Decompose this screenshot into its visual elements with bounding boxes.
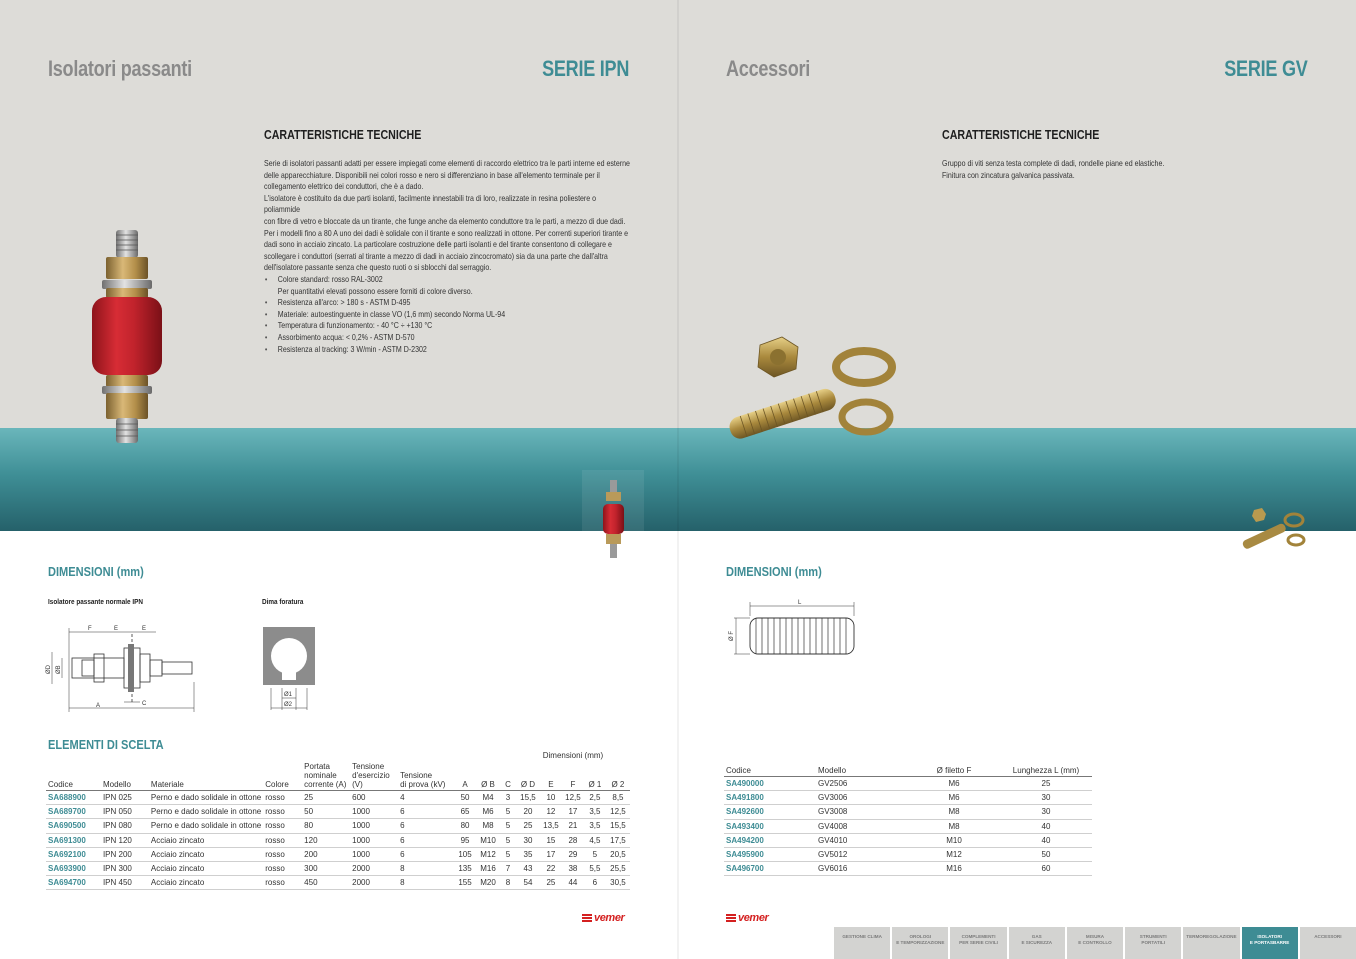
cell-filetto: M12 bbox=[908, 847, 1000, 861]
product-code[interactable]: SA692100 bbox=[46, 847, 101, 861]
right-dimensions-title: DIMENSIONI (mm) bbox=[726, 564, 822, 579]
left-page-title: Isolatori passanti bbox=[48, 56, 192, 81]
drawing-label-dima: Dima foratura bbox=[262, 597, 304, 606]
cell-tensione_pr: 8 bbox=[398, 876, 454, 890]
cell-d1: 6 bbox=[584, 876, 606, 890]
cell-b: M20 bbox=[476, 876, 500, 890]
cell-d1: 5,5 bbox=[584, 861, 606, 875]
paragraph-line: Serie di isolatori passanti adatti per essere impiegati come elementi di raccordo elettrico tra le parti interne ed esterne bbox=[264, 159, 630, 168]
cell-b: M10 bbox=[476, 833, 500, 847]
tab-label-line1: GAS bbox=[1031, 934, 1042, 939]
cell-materiale: Acciaio zincato bbox=[149, 861, 263, 875]
right-tech-heading: CARATTERISTICHE TECNICHE bbox=[942, 127, 1100, 142]
cell-b: M6 bbox=[476, 805, 500, 819]
cell-portata: 25 bbox=[302, 791, 350, 805]
feature-item: • Resistenza all'arco: > 180 s - ASTM D-495 bbox=[264, 297, 634, 309]
cell-d: 20 bbox=[516, 805, 540, 819]
cell-d2: 12,5 bbox=[606, 805, 630, 819]
cell-f: 21 bbox=[562, 819, 584, 833]
tab-label-line1: TERMOREGOLAZIONE bbox=[1186, 934, 1237, 939]
cell-filetto: M6 bbox=[908, 777, 1000, 791]
feature-item: • Resistenza al tracking: 3 W/min - ASTM D-2302 bbox=[264, 344, 634, 356]
cell-modello: IPN 080 bbox=[101, 819, 149, 833]
cell-modello: GV2506 bbox=[816, 777, 908, 791]
table-row bbox=[46, 819, 630, 833]
cell-filetto: M6 bbox=[908, 791, 1000, 805]
cell-f: 12,5 bbox=[562, 791, 584, 805]
cell-filetto: M10 bbox=[908, 833, 1000, 847]
section-tab[interactable] bbox=[1125, 927, 1181, 959]
th-portata: Portata nominale corrente (A) bbox=[302, 762, 350, 791]
dim-group-header: Dimensioni (mm) bbox=[542, 751, 604, 760]
selection-title: ELEMENTI DI SCELTA bbox=[48, 737, 164, 752]
paragraph-line: delle apparecchiature. Disponibili nei colori rosso e nero si differenziano in base all'elemento terminale per il bbox=[264, 170, 600, 180]
tab-label-line1: COMPLEMENTI bbox=[961, 934, 996, 939]
cell-f: 38 bbox=[562, 861, 584, 875]
cell-modello: GV4008 bbox=[816, 819, 908, 833]
section-tab[interactable] bbox=[892, 927, 948, 959]
th-tensione-esercizio: Tensione d'esercizio (V) bbox=[350, 762, 398, 791]
cell-e: 13,5 bbox=[540, 819, 562, 833]
section-tab[interactable] bbox=[1300, 927, 1356, 959]
cell-lunghezza: 60 bbox=[1000, 862, 1092, 876]
cell-modello: IPN 120 bbox=[101, 833, 149, 847]
gv-thumbnail-image bbox=[1224, 498, 1320, 570]
cell-a: 80 bbox=[454, 819, 476, 833]
product-code[interactable]: SA690500 bbox=[46, 819, 101, 833]
tab-label-line1: ISOLATORI bbox=[1257, 934, 1282, 939]
cell-lunghezza: 40 bbox=[1000, 819, 1092, 833]
cell-portata: 450 bbox=[302, 876, 350, 890]
left-description bbox=[264, 158, 634, 355]
tab-label-line2: PORTATILI bbox=[1141, 939, 1165, 945]
cell-tensione_pr: 6 bbox=[398, 833, 454, 847]
cell-portata: 50 bbox=[302, 805, 350, 819]
feature-item: • Colore standard: rosso RAL-3002 bbox=[264, 274, 634, 286]
paragraph-line: Gruppo di viti senza testa complete di dadi, rondelle piane ed elastiche. bbox=[942, 159, 1165, 168]
cell-modello: GV5012 bbox=[816, 847, 908, 861]
gv-th-codice: Codice bbox=[724, 766, 816, 777]
cell-tensione_es: 1000 bbox=[350, 805, 398, 819]
gv-th-lunghezza: Lunghezza L (mm) bbox=[1000, 766, 1092, 777]
cell-a: 135 bbox=[454, 861, 476, 875]
cell-a: 155 bbox=[454, 876, 476, 890]
cell-e: 25 bbox=[540, 876, 562, 890]
table-row bbox=[724, 833, 1092, 847]
paragraph-line: dadi sono in acciaio zincato. La particolare costruzione delle parti isolanti e del tirante consentono di collegare e bbox=[264, 240, 612, 250]
cell-d: 54 bbox=[516, 876, 540, 890]
cell-tensione_es: 2000 bbox=[350, 861, 398, 875]
table-row bbox=[724, 805, 1092, 819]
cell-colore: rosso bbox=[263, 847, 302, 861]
right-brand-logo: vemer bbox=[726, 912, 768, 924]
left-feature-list bbox=[264, 274, 634, 355]
product-code[interactable]: SA691300 bbox=[46, 833, 101, 847]
cell-d1: 2,5 bbox=[584, 791, 606, 805]
cell-portata: 120 bbox=[302, 833, 350, 847]
section-tab[interactable] bbox=[1009, 927, 1065, 959]
cell-f: 44 bbox=[562, 876, 584, 890]
product-code[interactable]: SA494200 bbox=[724, 833, 816, 847]
cell-d: 25 bbox=[516, 819, 540, 833]
left-tech-heading: CARATTERISTICHE TECNICHE bbox=[264, 127, 422, 142]
dim-label-od: ØD bbox=[46, 665, 52, 674]
cell-d1: 5 bbox=[584, 847, 606, 861]
cell-colore: rosso bbox=[263, 819, 302, 833]
cell-b: M8 bbox=[476, 819, 500, 833]
section-tab[interactable] bbox=[1242, 927, 1298, 959]
cell-d1: 3,5 bbox=[584, 819, 606, 833]
cell-e: 17 bbox=[540, 847, 562, 861]
cell-e: 15 bbox=[540, 833, 562, 847]
product-code[interactable]: SA495900 bbox=[724, 847, 816, 861]
cell-materiale: Acciaio zincato bbox=[149, 876, 263, 890]
cell-colore: rosso bbox=[263, 805, 302, 819]
cell-portata: 200 bbox=[302, 847, 350, 861]
ipn-technical-drawing bbox=[44, 622, 204, 714]
left-brand-logo: vemer bbox=[582, 912, 624, 924]
gv-technical-drawing bbox=[726, 596, 860, 658]
tab-label-line2: E PORTASBARRE bbox=[1249, 939, 1290, 945]
feature-item: • Assorbimento acqua: < 0,2% - ASTM D-570 bbox=[264, 332, 634, 344]
product-code[interactable]: SA490000 bbox=[724, 777, 816, 791]
th-colore: Colore bbox=[263, 762, 302, 791]
cell-modello: IPN 200 bbox=[101, 847, 149, 861]
dim-label-of: Ø F bbox=[729, 631, 735, 641]
cell-filetto: M8 bbox=[908, 805, 1000, 819]
cell-a: 50 bbox=[454, 791, 476, 805]
cell-d1: 3,5 bbox=[584, 805, 606, 819]
insulator-thumbnail-image bbox=[582, 470, 644, 580]
th-d2: Ø 2 bbox=[606, 762, 630, 791]
cell-tensione_pr: 6 bbox=[398, 847, 454, 861]
cell-d2: 30,5 bbox=[606, 876, 630, 890]
cell-tensione_es: 1000 bbox=[350, 833, 398, 847]
cell-lunghezza: 30 bbox=[1000, 805, 1092, 819]
dim-label-e1: E bbox=[114, 626, 119, 632]
tab-label-line1: MISURA bbox=[1085, 934, 1105, 939]
product-code[interactable]: SA493400 bbox=[724, 819, 816, 833]
cell-modello: IPN 450 bbox=[101, 876, 149, 890]
tab-label-line1: ACCESSORI bbox=[1314, 934, 1342, 939]
table-row bbox=[724, 777, 1092, 791]
dim-label-l: L bbox=[798, 600, 802, 606]
th-c: C bbox=[500, 762, 516, 791]
cell-materiale: Perno e dado solidale in ottone bbox=[149, 805, 263, 819]
cell-d: 43 bbox=[516, 861, 540, 875]
ipn-selection-table bbox=[46, 751, 630, 890]
paragraph-line: L'isolatore è costituito da due parti isolanti, facilmente innestabili tra di loro, realizzate in resina poliestere o poliammide bbox=[264, 193, 597, 215]
cell-d: 30 bbox=[516, 833, 540, 847]
cell-materiale: Acciaio zincato bbox=[149, 833, 263, 847]
tab-label-line2: PER SERIE CIVILI bbox=[959, 939, 998, 945]
paragraph-line: Per i modelli fino a 80 A uno dei dadi è solidale con il tirante e sono realizzati in ottone. Per correnti superiori tirante e bbox=[264, 228, 629, 238]
product-code[interactable]: SA694700 bbox=[46, 876, 101, 890]
table-row bbox=[46, 791, 630, 805]
cell-a: 95 bbox=[454, 833, 476, 847]
dim-label-c: C bbox=[142, 701, 147, 707]
th-tensione-prova: Tensione di prova (kV) bbox=[398, 762, 454, 791]
cell-tensione_pr: 6 bbox=[398, 805, 454, 819]
cell-tensione_pr: 4 bbox=[398, 791, 454, 805]
cell-portata: 300 bbox=[302, 861, 350, 875]
cell-a: 105 bbox=[454, 847, 476, 861]
section-tab[interactable] bbox=[834, 927, 890, 959]
cell-tensione_es: 1000 bbox=[350, 819, 398, 833]
cell-e: 22 bbox=[540, 861, 562, 875]
catalog-section-tabs bbox=[834, 927, 1356, 959]
tab-label-line2: E CONTROLLO bbox=[1078, 939, 1112, 945]
th-f: F bbox=[562, 762, 584, 791]
left-paragraph bbox=[264, 158, 634, 274]
dim-label-o1: Ø1 bbox=[284, 692, 293, 698]
cell-modello: GV3006 bbox=[816, 791, 908, 805]
right-series-title: SERIE GV bbox=[1224, 56, 1308, 81]
table-row bbox=[46, 805, 630, 819]
cell-materiale: Perno e dado solidale in ottone bbox=[149, 819, 263, 833]
th-modello: Modello bbox=[101, 762, 149, 791]
dim-label-f: F bbox=[88, 626, 92, 632]
dim-label-ob: ØB bbox=[56, 665, 62, 674]
cell-materiale: Perno e dado solidale in ottone bbox=[149, 791, 263, 805]
paragraph-line: scollegare i conduttori (serrati al tirante a mezzo di dadi in acciaio zincocromato) sia da una parte che dall'altra bbox=[264, 251, 608, 261]
cell-c: 7 bbox=[500, 861, 516, 875]
cell-colore: rosso bbox=[263, 833, 302, 847]
drawing-label-ipn: Isolatore passante normale IPN bbox=[48, 597, 143, 606]
feature-item: • Temperatura di funzionamento: - 40 °C ÷ +130 °C bbox=[264, 320, 634, 332]
th-codice: Codice bbox=[46, 762, 101, 791]
cell-c: 3 bbox=[500, 791, 516, 805]
left-dimensions-title: DIMENSIONI (mm) bbox=[48, 564, 144, 579]
cell-b: M16 bbox=[476, 861, 500, 875]
cell-tensione_es: 600 bbox=[350, 791, 398, 805]
table-row bbox=[46, 876, 630, 890]
cell-colore: rosso bbox=[263, 876, 302, 890]
dim-label-o2: Ø2 bbox=[284, 702, 293, 708]
tab-label-line2: E SICUREZZA bbox=[1021, 939, 1053, 945]
cell-d1: 4,5 bbox=[584, 833, 606, 847]
table-row bbox=[46, 833, 630, 847]
cell-d2: 25,5 bbox=[606, 861, 630, 875]
cell-lunghezza: 25 bbox=[1000, 777, 1092, 791]
feature-item: Per quantitativi elevati possono essere forniti di colore diverso. bbox=[277, 286, 473, 296]
cell-modello: IPN 025 bbox=[101, 791, 149, 805]
th-d: Ø D bbox=[516, 762, 540, 791]
cell-c: 5 bbox=[500, 819, 516, 833]
cell-b: M4 bbox=[476, 791, 500, 805]
cell-tensione_es: 1000 bbox=[350, 847, 398, 861]
left-series-title: SERIE IPN bbox=[541, 56, 629, 81]
tab-label-line1: GESTIONE CLIMA bbox=[842, 934, 882, 939]
cell-portata: 80 bbox=[302, 819, 350, 833]
paragraph-line: Finitura con zincatura galvanica passivata. bbox=[942, 170, 1075, 180]
cell-d2: 20,5 bbox=[606, 847, 630, 861]
cell-c: 5 bbox=[500, 833, 516, 847]
th-e: E bbox=[540, 762, 562, 791]
paragraph-line: collegamento elettrico dei conduttori, che è a dado. bbox=[264, 182, 424, 192]
page-spine bbox=[677, 0, 679, 959]
cell-modello: GV4010 bbox=[816, 833, 908, 847]
paragraph-line: dell'isolatore passante senza che questo ruoti o si sblocchi dal serraggio. bbox=[264, 263, 492, 273]
table-row bbox=[724, 819, 1092, 833]
cell-lunghezza: 30 bbox=[1000, 791, 1092, 805]
cell-colore: rosso bbox=[263, 791, 302, 805]
section-tab[interactable] bbox=[1183, 927, 1239, 959]
product-code[interactable]: SA496700 bbox=[724, 862, 816, 876]
table-row bbox=[724, 791, 1092, 805]
gv-selection-table bbox=[724, 766, 1092, 876]
cell-a: 65 bbox=[454, 805, 476, 819]
cell-c: 8 bbox=[500, 876, 516, 890]
th-d1: Ø 1 bbox=[584, 762, 606, 791]
right-description bbox=[942, 158, 1200, 181]
cell-e: 12 bbox=[540, 805, 562, 819]
th-a: A bbox=[454, 762, 476, 791]
cell-colore: rosso bbox=[263, 861, 302, 875]
dima-foratura-drawing bbox=[262, 626, 318, 712]
cell-modello: IPN 050 bbox=[101, 805, 149, 819]
cell-d2: 17,5 bbox=[606, 833, 630, 847]
product-code[interactable]: SA693900 bbox=[46, 861, 101, 875]
cell-e: 10 bbox=[540, 791, 562, 805]
gv-th-filetto: Ø filetto F bbox=[908, 766, 1000, 777]
table-row bbox=[46, 861, 630, 875]
right-page-title: Accessori bbox=[726, 56, 811, 81]
cell-filetto: M16 bbox=[908, 862, 1000, 876]
cell-modello: GV3008 bbox=[816, 805, 908, 819]
cell-lunghezza: 40 bbox=[1000, 833, 1092, 847]
feature-item: • Materiale: autoestinguente in classe VO (1,6 mm) secondo Norma UL-94 bbox=[264, 309, 634, 321]
cell-tensione_es: 2000 bbox=[350, 876, 398, 890]
cell-modello: GV6016 bbox=[816, 862, 908, 876]
section-tab[interactable] bbox=[1067, 927, 1123, 959]
cell-d: 35 bbox=[516, 847, 540, 861]
cell-d2: 8,5 bbox=[606, 791, 630, 805]
cell-d2: 15,5 bbox=[606, 819, 630, 833]
dim-label-e2: E bbox=[142, 626, 147, 632]
product-code[interactable]: SA491800 bbox=[724, 791, 816, 805]
cell-b: M12 bbox=[476, 847, 500, 861]
th-b: Ø B bbox=[476, 762, 500, 791]
product-code[interactable]: SA688900 bbox=[46, 791, 101, 805]
cell-filetto: M8 bbox=[908, 819, 1000, 833]
cell-tensione_pr: 8 bbox=[398, 861, 454, 875]
cell-materiale: Acciaio zincato bbox=[149, 847, 263, 861]
cell-c: 5 bbox=[500, 805, 516, 819]
paragraph-line: con fibre di vetro e bloccate da un tirante, che funge anche da elemento conduttore tra le parti, a mezzo di due dadi. bbox=[264, 216, 626, 226]
th-materiale: Materiale bbox=[149, 762, 263, 791]
gv-screw-product-image bbox=[722, 325, 902, 450]
cell-f: 28 bbox=[562, 833, 584, 847]
product-code[interactable]: SA492600 bbox=[724, 805, 816, 819]
tab-label-line1: STRUMENTI bbox=[1139, 934, 1167, 939]
cell-c: 5 bbox=[500, 847, 516, 861]
tab-label-line1: OROLOGI bbox=[909, 934, 932, 939]
table-row bbox=[46, 847, 630, 861]
cell-f: 17 bbox=[562, 805, 584, 819]
cell-f: 29 bbox=[562, 847, 584, 861]
cell-modello: IPN 300 bbox=[101, 861, 149, 875]
table-row bbox=[724, 862, 1092, 876]
dim-label-a: A bbox=[96, 703, 101, 709]
cell-tensione_pr: 6 bbox=[398, 819, 454, 833]
tab-label-line2: E TEMPORIZZAZIONE bbox=[896, 939, 945, 945]
cell-lunghezza: 50 bbox=[1000, 847, 1092, 861]
gv-th-modello: Modello bbox=[816, 766, 908, 777]
product-code[interactable]: SA689700 bbox=[46, 805, 101, 819]
insulator-product-image bbox=[80, 225, 180, 450]
cell-d: 15,5 bbox=[516, 791, 540, 805]
table-row bbox=[724, 847, 1092, 861]
section-tab[interactable] bbox=[950, 927, 1006, 959]
